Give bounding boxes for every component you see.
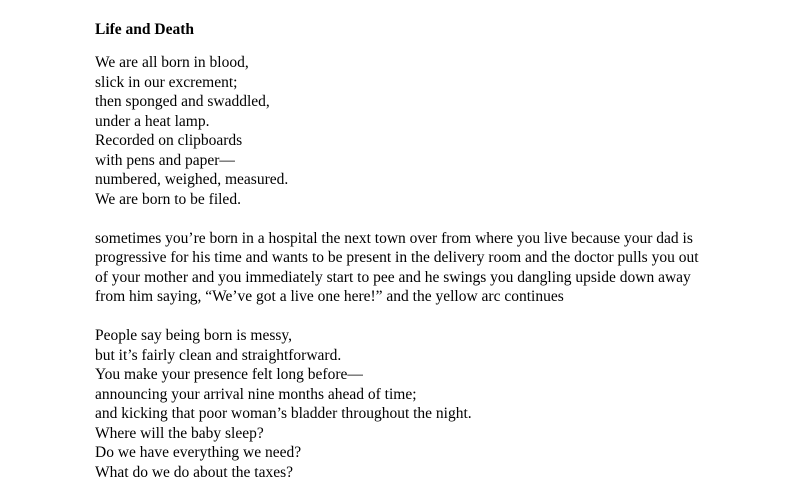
stanza-1 xyxy=(95,53,807,209)
poem-line: What do we do about the taxes? xyxy=(95,463,293,481)
poem-line: We are all born in blood, xyxy=(95,54,249,71)
poem-line: sometimes you’re born in a hospital the next town over from where you live because your dad is xyxy=(95,229,693,247)
poem-line: of your mother and you immediately start to pee and he swings you dangling upside down away xyxy=(95,268,691,286)
poem-line: then sponged and swaddled, xyxy=(95,93,270,110)
poem-line: You make your presence felt long before— xyxy=(95,366,363,383)
poem-line: and kicking that poor woman’s bladder throughout the night. xyxy=(95,405,472,422)
poem-line: slick in our excrement; xyxy=(95,73,238,91)
poem-line: People say being born is messy, xyxy=(95,327,293,344)
poem-title: Life and Death xyxy=(95,21,195,38)
poem-line: under a heat lamp. xyxy=(95,112,210,130)
poem-line: Recorded on clipboards xyxy=(95,132,243,149)
poem-body xyxy=(95,19,807,482)
poem-line: Do we have everything we need? xyxy=(95,444,302,461)
stanza-2 xyxy=(95,229,807,307)
poem-line: with pens and paper— xyxy=(95,151,235,169)
stanza-3 xyxy=(95,326,807,482)
poem-line: Where will the baby sleep? xyxy=(95,424,264,442)
poem-line: from him saying, “We’ve got a live one here!” and the yellow arc continues xyxy=(95,288,564,305)
poem-line: numbered, weighed, measured. xyxy=(95,171,289,188)
poem-line: progressive for his time and wants to be present in the delivery room and the doctor pulls you out xyxy=(95,249,699,266)
poem-line: announcing your arrival nine months ahead of time; xyxy=(95,385,417,403)
poem-line: but it’s fairly clean and straightforward. xyxy=(95,346,342,364)
poem-line: We are born to be filed. xyxy=(95,190,241,208)
